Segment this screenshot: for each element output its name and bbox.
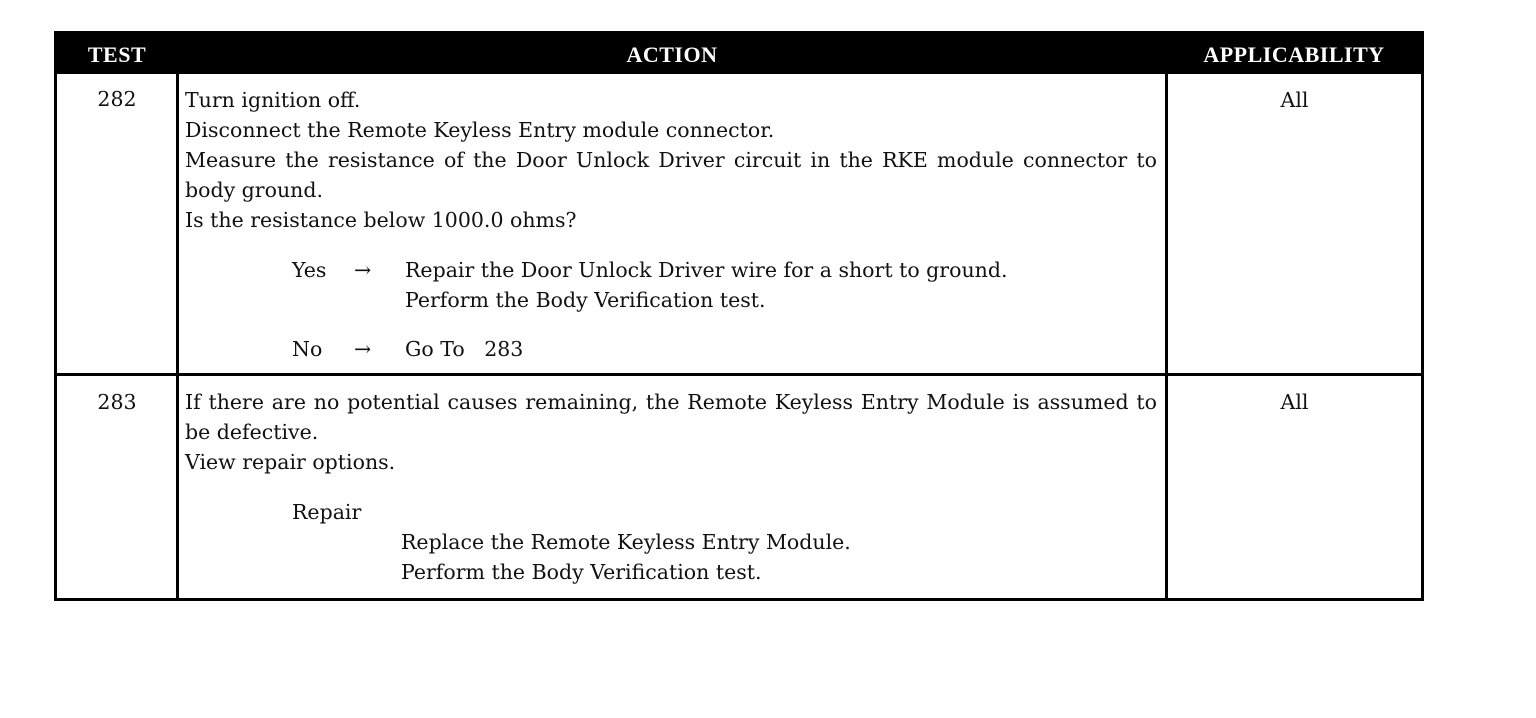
action-text bbox=[185, 85, 1157, 235]
action-line: View repair options. bbox=[185, 450, 396, 474]
test-number: 283 bbox=[97, 390, 137, 414]
branch-yes bbox=[292, 255, 1152, 315]
branch-result: Go To 283 bbox=[405, 337, 524, 361]
branch-result: Perform the Body Verification test. bbox=[405, 288, 766, 312]
header-action: ACTION bbox=[626, 42, 718, 67]
branch-label: No bbox=[292, 337, 323, 361]
branch-result: Repair the Door Unlock Driver wire for a short to ground. bbox=[405, 258, 1008, 282]
row-divider bbox=[57, 373, 1421, 376]
branch-label: Yes bbox=[292, 258, 327, 282]
column-divider bbox=[1165, 74, 1168, 598]
branch-no bbox=[292, 334, 1152, 364]
applicability-value: All bbox=[1280, 390, 1309, 414]
action-line: Measure the resistance of the Door Unlock Driver circuit in the RKE module connector to body ground. bbox=[185, 148, 1157, 202]
repair-label: Repair bbox=[292, 500, 362, 524]
applicability-value: All bbox=[1280, 88, 1309, 112]
header-applicability: APPLICABILITY bbox=[1203, 42, 1385, 67]
diagnostic-test-table bbox=[54, 31, 1424, 601]
arrow-icon: → bbox=[354, 258, 372, 282]
header-test: TEST bbox=[87, 42, 147, 67]
column-divider bbox=[176, 74, 179, 598]
test-number: 282 bbox=[97, 87, 137, 111]
action-line: If there are no potential causes remaining, the Remote Keyless Entry Module is assumed to be defective. bbox=[185, 390, 1157, 444]
action-line: Is the resistance below 1000.0 ohms? bbox=[185, 208, 577, 232]
repair-step: Perform the Body Verification test. bbox=[401, 560, 762, 584]
table-header bbox=[57, 34, 1421, 74]
action-text bbox=[185, 387, 1157, 477]
action-line: Disconnect the Remote Keyless Entry module connector. bbox=[185, 118, 775, 142]
action-line: Turn ignition off. bbox=[185, 88, 361, 112]
arrow-icon: → bbox=[354, 337, 372, 361]
repair-step: Replace the Remote Keyless Entry Module. bbox=[401, 530, 851, 554]
